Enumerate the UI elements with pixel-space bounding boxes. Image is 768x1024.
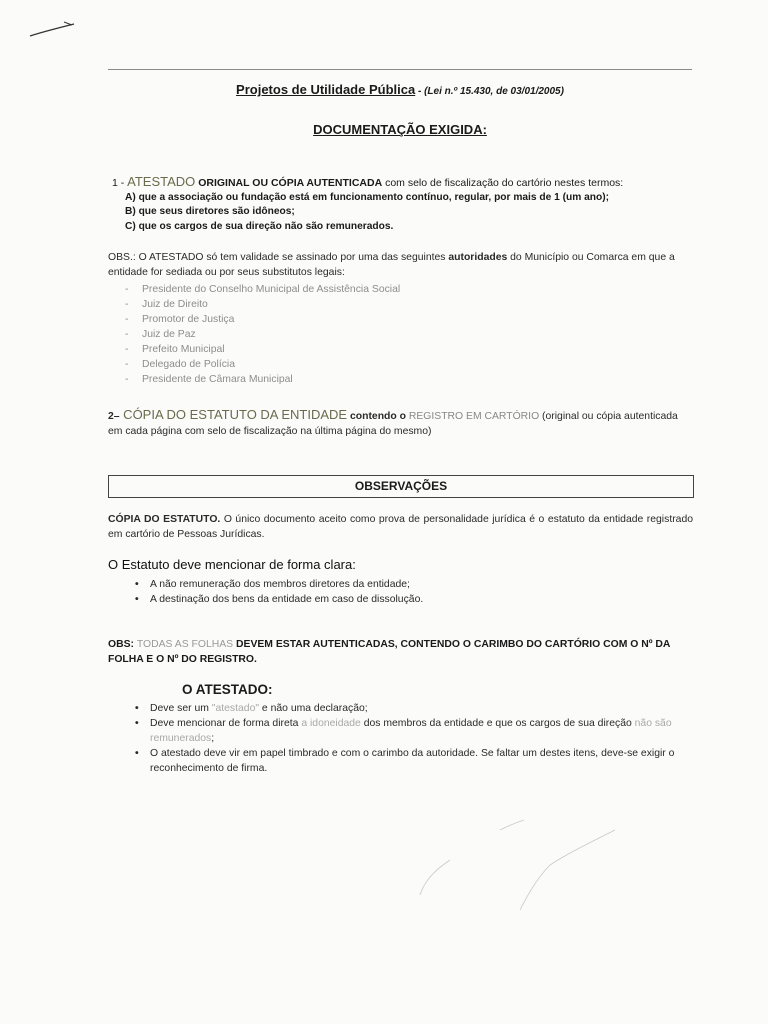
atestado-item-2-a: Deve mencionar de forma direta bbox=[150, 718, 302, 729]
pen-mark-icon bbox=[28, 18, 78, 40]
list-item: - Presidente do Conselho Municipal de Assistência Social bbox=[125, 282, 400, 297]
obs-paragraph-2 bbox=[108, 637, 693, 667]
list-item: • A destinação dos bens da entidade em caso de dissolução. bbox=[130, 592, 423, 607]
list-item bbox=[130, 746, 693, 776]
copia-paragraph bbox=[108, 512, 693, 542]
atestado-item-3-a: O atestado deve vir em papel timbrado e com o carimbo da autoridade. Se faltar um destes itens, deve-se exigir o reconhecimento de firma. bbox=[150, 748, 675, 774]
obs1-pre: OBS.: O ATESTADO só tem validade se assinado por uma das seguintes bbox=[108, 252, 449, 263]
atestado-item-2-c: dos membros da entidade e que os cargos de sua direção bbox=[360, 718, 635, 729]
item-2-bold: contendo o bbox=[347, 411, 406, 422]
item-1-bold: ORIGINAL OU CÓPIA AUTENTICADA bbox=[195, 177, 383, 189]
title-main: Projetos de Utilidade Pública bbox=[236, 82, 416, 97]
atestado-heading: O ATESTADO: bbox=[182, 682, 273, 697]
list-item bbox=[130, 701, 693, 716]
item-1-word: ATESTADO bbox=[124, 174, 196, 189]
item-1-subitem-a: A) que a associação ou fundação está em funcionamento contínuo, regular, por mais de 1 (um ano); bbox=[125, 192, 609, 203]
item-2-rest: (original ou cópia autenticada em cada página com selo de fiscalização na última página do mesmo) bbox=[108, 411, 678, 437]
atestado-item-1-b: "atestado" bbox=[211, 703, 260, 714]
list-item: - Prefeito Municipal bbox=[125, 342, 400, 357]
item-1 bbox=[112, 174, 623, 189]
section-title: DOCUMENTAÇÃO EXIGIDA: bbox=[313, 122, 487, 137]
item-2 bbox=[108, 407, 693, 439]
observacoes-header: OBSERVAÇÕES bbox=[108, 475, 694, 498]
obs2-rest: DEVEM ESTAR AUTENTICADAS, CONTENDO O CARIMBO DO CARTÓRIO COM O Nº DA FOLHA E O Nº DO REGISTRO. bbox=[108, 639, 671, 665]
list-item: • A não remuneração dos membros diretores da entidade; bbox=[130, 577, 423, 592]
atestado-item-1-a: Deve ser um bbox=[150, 703, 212, 714]
list-item: - Promotor de Justiça bbox=[125, 312, 400, 327]
list-item: - Juiz de Paz bbox=[125, 327, 400, 342]
copia-rest: O único documento aceito como prova de personalidade jurídica é o estatuto da entidade registrado em cartório de Pessoas Jurídicas. bbox=[108, 514, 693, 540]
atestado-item-2-d: não são remunerados bbox=[150, 718, 672, 744]
obs-paragraph-1 bbox=[108, 251, 693, 280]
item-2-title: CÓPIA DO ESTATUTO DA ENTIDADE bbox=[119, 407, 348, 422]
item-1-number: 1 - bbox=[112, 177, 125, 189]
item-1-subitem-c: C) que os cargos de sua direção não são remunerados. bbox=[125, 221, 394, 232]
atestado-item-2-b: a idoneidade bbox=[301, 718, 361, 729]
list-item bbox=[130, 716, 693, 746]
list-item: - Delegado de Polícia bbox=[125, 357, 400, 372]
document-title bbox=[108, 82, 692, 97]
top-rule bbox=[108, 69, 692, 70]
item-2-number: 2– bbox=[108, 411, 120, 422]
item-2-registro: REGISTRO EM CARTÓRIO bbox=[405, 411, 540, 422]
title-law: - (Lei n.º 15.430, de 03/01/2005) bbox=[415, 86, 564, 97]
atestado-list bbox=[130, 701, 693, 776]
atestado-item-2-e: ; bbox=[211, 733, 215, 744]
item-1-subitem-b: B) que seus diretores são idôneos; bbox=[125, 206, 295, 217]
faint-handwriting-icon bbox=[400, 800, 640, 920]
estatuto-list bbox=[130, 577, 423, 607]
obs1-post: do Município ou Comarca em que a entidade for sediada ou por seus substitutos legais: bbox=[108, 252, 675, 278]
copia-bold: CÓPIA DO ESTATUTO. bbox=[108, 514, 221, 525]
list-item: - Juiz de Direito bbox=[125, 297, 400, 312]
item-1-rest: com selo de fiscalização do cartório nestes termos: bbox=[382, 177, 624, 189]
atestado-item-1-c: e não uma declaração; bbox=[259, 703, 368, 714]
obs1-bold: autoridades bbox=[448, 252, 508, 263]
estatuto-heading: O Estatuto deve mencionar de forma clara: bbox=[108, 557, 356, 572]
obs2-lead: OBS: bbox=[108, 639, 137, 650]
obs2-light: TODAS AS FOLHAS bbox=[136, 639, 234, 650]
authorities-list bbox=[125, 282, 400, 387]
list-item: - Presidente de Câmara Municipal bbox=[125, 372, 400, 387]
